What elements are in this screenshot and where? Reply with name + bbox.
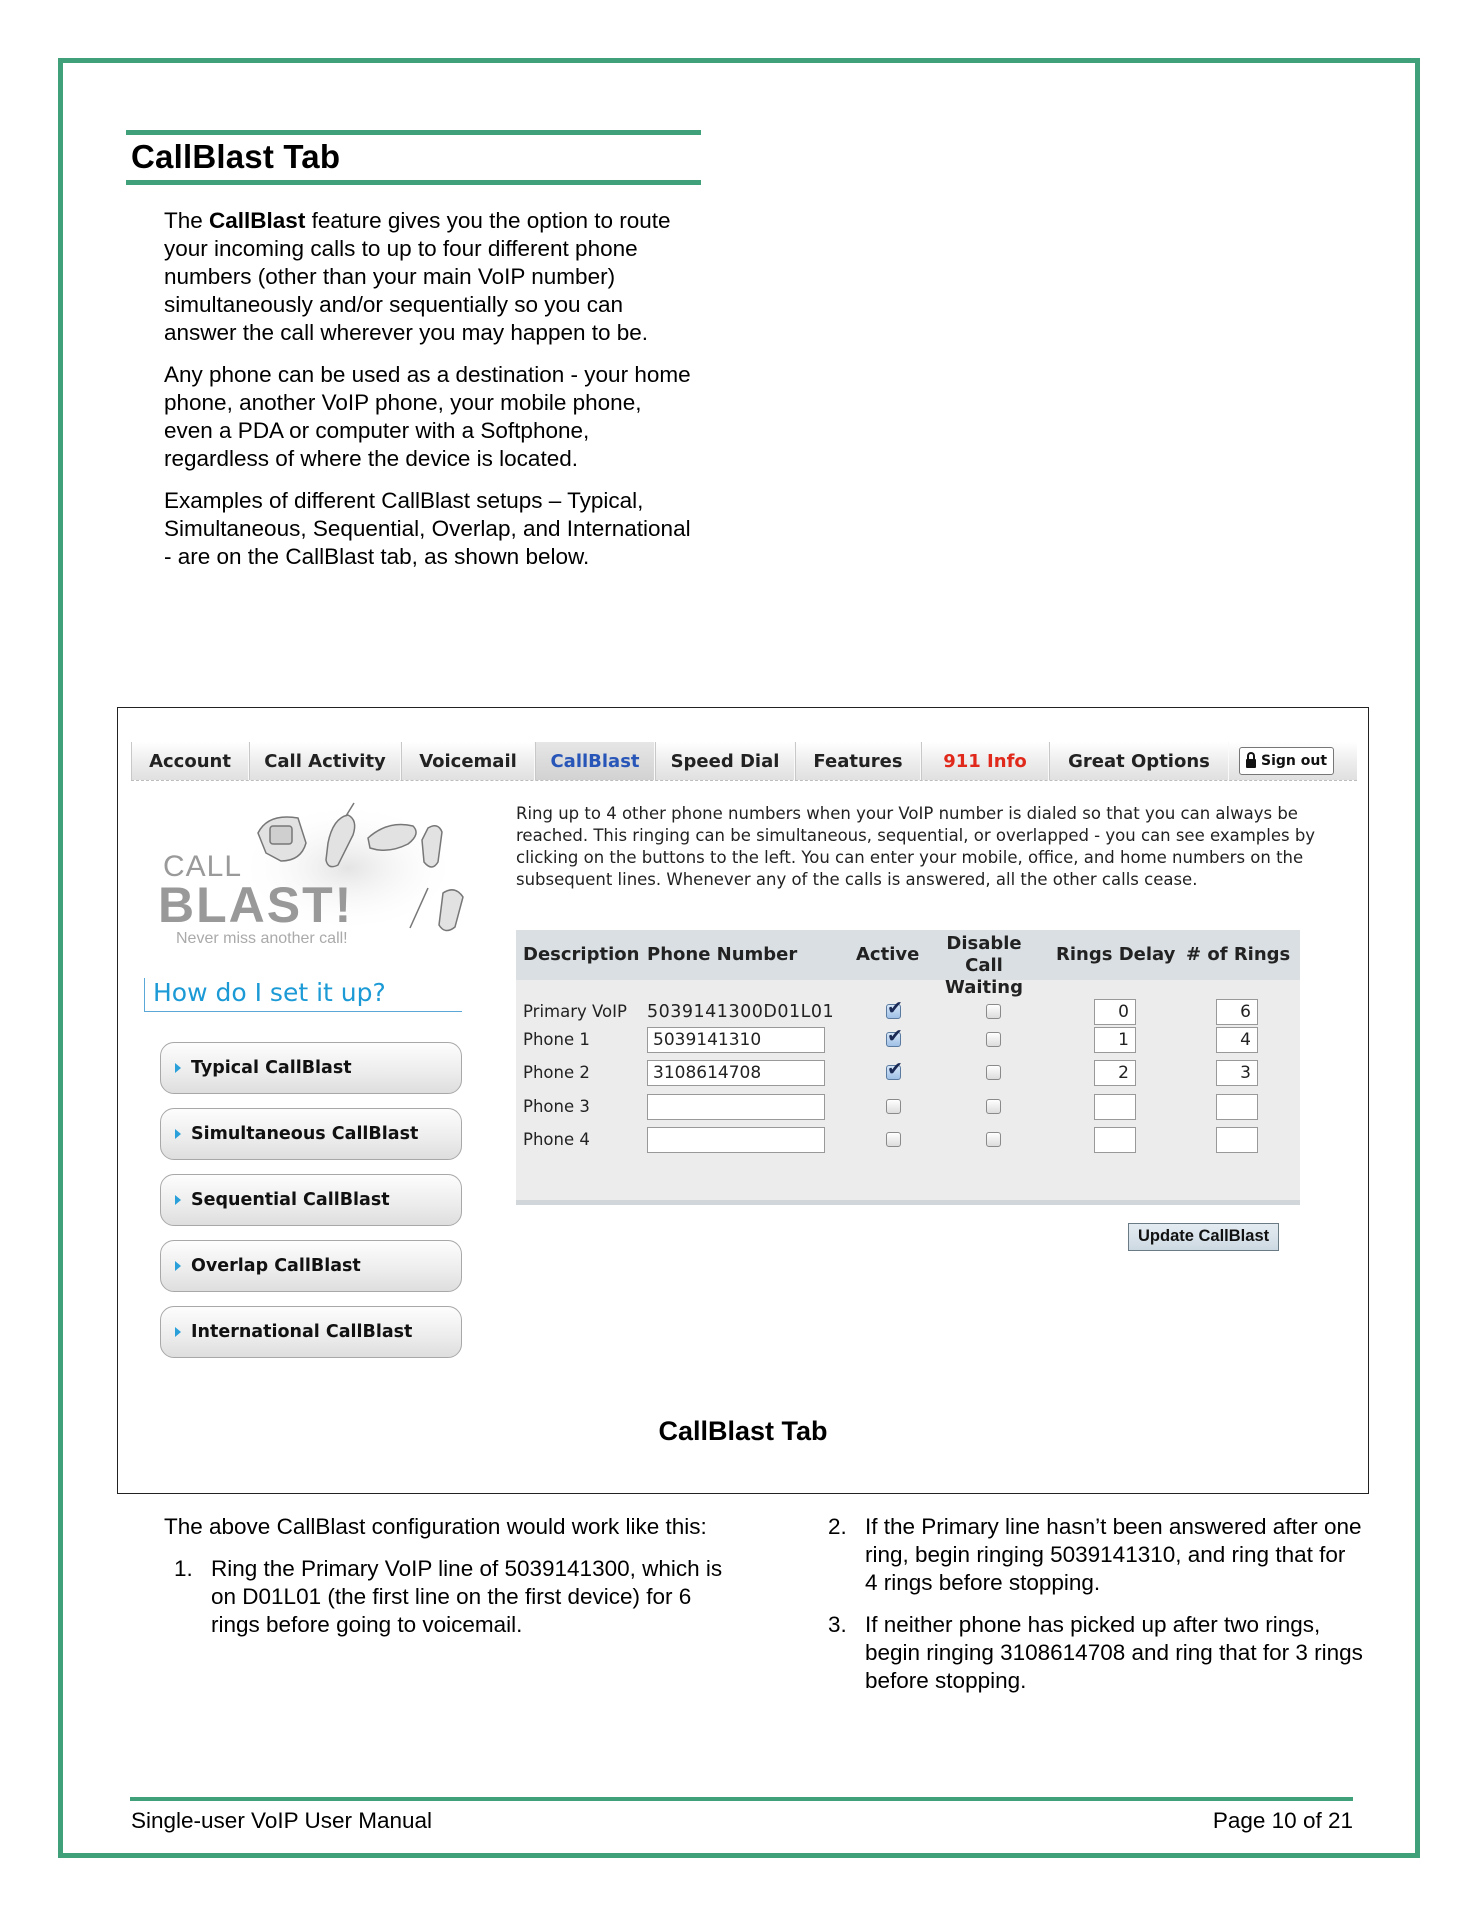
- header-rings-delay: Rings Delay: [1056, 944, 1176, 965]
- active-checkbox-phone-3[interactable]: [886, 1099, 901, 1114]
- phone-1-input[interactable]: 5039141310: [647, 1027, 825, 1053]
- rings-delay-input-phone-2[interactable]: 2: [1094, 1060, 1136, 1086]
- tab-features[interactable]: Features: [795, 742, 921, 780]
- rings-delay-input-phone-4[interactable]: [1094, 1127, 1136, 1153]
- how-to-heading: How do I set it up?: [144, 978, 462, 1012]
- triangle-right-icon: [175, 1129, 181, 1139]
- sign-out-button[interactable]: Sign out: [1239, 747, 1334, 775]
- paragraph-1: The CallBlast feature gives you the option to route your incoming calls to up to four different phone numbers (other than your main VoIP number) simultaneously and/or sequentially so you can answer the call wherever you may happen to be.: [164, 208, 671, 345]
- disable-cw-checkbox-primary[interactable]: [986, 1004, 1001, 1019]
- typical-callblast-button[interactable]: Typical CallBlast: [160, 1042, 462, 1094]
- heading-rule-top: [126, 130, 701, 135]
- num-rings-input-phone-2[interactable]: 3: [1216, 1060, 1258, 1086]
- footer-manual-title: Single-user VoIP User Manual: [131, 1808, 432, 1833]
- table-header: [516, 930, 1300, 998]
- active-checkbox-phone-2[interactable]: [886, 1065, 901, 1080]
- active-checkbox-phone-4[interactable]: [886, 1132, 901, 1147]
- international-callblast-button[interactable]: International CallBlast: [160, 1306, 462, 1358]
- rings-delay-input-primary[interactable]: 0: [1094, 999, 1136, 1025]
- explanation-intro: The above CallBlast configuration would work like this:: [164, 1514, 707, 1539]
- header-active: Active: [856, 944, 920, 965]
- row-description-primary: Primary VoIP: [523, 1002, 627, 1021]
- logo-call-text: CALL: [163, 850, 243, 883]
- logo-blast-text: BLAST!: [158, 877, 354, 933]
- header-phone-number: Phone Number: [647, 944, 798, 965]
- active-checkbox-phone-1[interactable]: [886, 1032, 901, 1047]
- paragraph-3: Examples of different CallBlast setups – Typical, Simultaneous, Sequential, Overlap, and International - are on the CallBlast tab, as shown below.: [164, 488, 691, 569]
- num-rings-input-phone-4[interactable]: [1216, 1127, 1258, 1153]
- phone-4-input[interactable]: [647, 1127, 825, 1153]
- intro-text: [164, 207, 694, 585]
- rings-delay-input-phone-1[interactable]: 1: [1094, 1027, 1136, 1053]
- num-rings-input-phone-1[interactable]: 4: [1216, 1027, 1258, 1053]
- explanation-right-column: [818, 1513, 1363, 1709]
- update-callblast-button[interactable]: Update CallBlast: [1128, 1223, 1279, 1251]
- tab-911-info[interactable]: 911 Info: [921, 742, 1049, 780]
- active-checkbox-primary[interactable]: [886, 1004, 901, 1019]
- step-2: 2. If the Primary line hasn’t been answered after one ring, begin ringing 5039141310, and ring that for 4 rings before stopping.: [828, 1514, 1362, 1595]
- tab-account[interactable]: Account: [131, 742, 249, 780]
- footer-page-number: Page 10 of 21: [1212, 1808, 1353, 1833]
- step-3: 3. If neither phone has picked up after two rings, begin ringing 3108614708 and ring that for 3 rings before stopping.: [828, 1612, 1363, 1693]
- tab-callblast[interactable]: CallBlast: [535, 742, 655, 780]
- tab-speed-dial[interactable]: Speed Dial: [655, 742, 795, 780]
- overlap-callblast-button[interactable]: Overlap CallBlast: [160, 1240, 462, 1292]
- header-disable-call-waiting: Disable Call Waiting: [944, 933, 1023, 998]
- callblast-description: Ring up to 4 other phone numbers when your VoIP number is dialed so that you can always be reached. This ringing can be simultaneous, sequential, or overlapped - you can see examples by clicking on the buttons to the left. You can enter your mobile, office, and home numbers on the subsequent lines. Whenever any of the calls is answered, all the other calls cease.: [516, 804, 1316, 889]
- rings-delay-input-phone-3[interactable]: [1094, 1094, 1136, 1120]
- callblast-logo: [158, 798, 468, 948]
- simultaneous-callblast-button[interactable]: Simultaneous CallBlast: [160, 1108, 462, 1160]
- triangle-right-icon: [175, 1327, 181, 1337]
- phone-2-input[interactable]: 3108614708: [647, 1060, 825, 1086]
- heading-rule-bottom: [126, 180, 701, 185]
- tab-great-options[interactable]: Great Options: [1049, 742, 1229, 780]
- row-description-phone-2: Phone 2: [523, 1063, 590, 1082]
- disable-cw-checkbox-phone-1[interactable]: [986, 1032, 1001, 1047]
- header-description: Description: [523, 944, 640, 965]
- sequential-callblast-button[interactable]: Sequential CallBlast: [160, 1174, 462, 1226]
- tab-call-activity[interactable]: Call Activity: [249, 742, 401, 780]
- step-1: 1. Ring the Primary VoIP line of 5039141300, which is on D01L01 (the first line on the first device) for 6 rings before going to voicemail.: [174, 1556, 723, 1637]
- phone-3-input[interactable]: [647, 1094, 825, 1120]
- disable-cw-checkbox-phone-2[interactable]: [986, 1065, 1001, 1080]
- footer-rule: [130, 1797, 1353, 1801]
- primary-phone-number: 5039141300D01L01: [647, 1002, 835, 1022]
- header-num-rings: # of Rings: [1186, 944, 1291, 965]
- logo-tagline: Never miss another call!: [176, 930, 348, 947]
- disable-cw-checkbox-phone-3[interactable]: [986, 1099, 1001, 1114]
- callblast-bold: CallBlast: [209, 208, 306, 233]
- num-rings-input-phone-3[interactable]: [1216, 1094, 1258, 1120]
- triangle-right-icon: [175, 1195, 181, 1205]
- tab-voicemail[interactable]: Voicemail: [401, 742, 535, 780]
- triangle-right-icon: [175, 1261, 181, 1271]
- disable-cw-checkbox-phone-4[interactable]: [986, 1132, 1001, 1147]
- callblast-table: [516, 930, 1300, 1205]
- triangle-right-icon: [175, 1063, 181, 1073]
- row-description-phone-1: Phone 1: [523, 1030, 590, 1049]
- num-rings-input-primary[interactable]: 6: [1216, 999, 1258, 1025]
- lock-icon: [1246, 759, 1256, 768]
- row-description-phone-3: Phone 3: [523, 1097, 590, 1116]
- paragraph-2: Any phone can be used as a destination - your home phone, another VoIP phone, your mobile phone, even a PDA or computer with a Softphone, regardless of where the device is located.: [164, 362, 691, 471]
- callblast-screenshot-figure: [117, 707, 1369, 1494]
- row-description-phone-4: Phone 4: [523, 1130, 590, 1149]
- tab-bar: [131, 742, 1357, 781]
- figure-caption: CallBlast Tab: [658, 1416, 828, 1446]
- explanation-left-column: [164, 1513, 724, 1653]
- section-title: CallBlast Tab: [131, 138, 341, 175]
